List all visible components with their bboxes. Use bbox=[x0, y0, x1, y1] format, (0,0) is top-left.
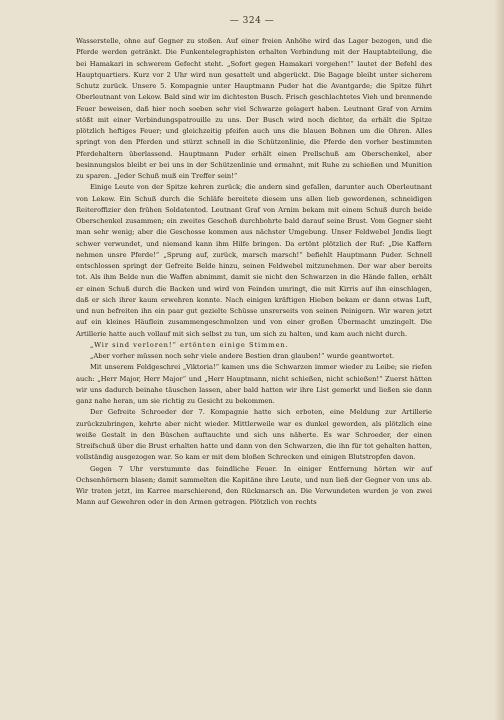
body-text bbox=[76, 36, 432, 509]
page-number: — 324 — bbox=[229, 16, 275, 26]
paragraph-6: Der Gefreite Schroeder der 7. Kompagnie hatte sich erboten, eine Meldung zur Artillerie zurückzubringen, kehrte aber nicht wieder. Mittlerweile war es dunkel geworden, als plötzlich eine weiße Gestalt in den Büschen auftauchte und sich uns näherte. Es war Schroeder, der einen Streifschuß über die Brust erhalten hatte und dann von den Schwarzen, die ihn für tot gehalten hatten, vollständig ausgezogen war. So kam er mit dem bloßen Schrecken und einigen Blutstropfen davon. bbox=[76, 408, 432, 462]
paragraph-1: Wasserstelle, ohne auf Gegner zu stoßen. Auf einer freien Anhöhe wird das Lager bezogen, und die Pferde werden getränkt. Die Funkentelegraphisten erhalten Verbindung mit der Hauptabteilung, die bei Hamakari in schwerem Gefecht steht. „Sofort gegen Hamakari vorgehen!“ lautet der Befehl des Hauptquartiers. Kurz vor 2 Uhr wird nun gesattelt und abgerückt. Die Bagage bleibt unter sicherem Schutz zurück. Unsere 5. Kompagnie unter Hauptmann Puder hat die Avantgarde; die Spitze führt Oberleutnant von Lekow. Bald sind wir im dichtesten Busch. Frisch geschlachtetes Vieh und brennende Feuer beweisen, daß hier noch soeben sehr viel Schwarze gelagert haben. Leutnant Graf von Arnim stößt mit einer Verbindungspatrouille zu uns. Der Busch wird noch dichter, da erhält die Spitze plötzlich heftiges Feuer; und gleichzeitig pfeifen auch uns die blauen Bohnen um die Ohren. Alles springt von den Pferden und stürzt schnell in die Schützenlinie, die Pferde den vorher bestimmten Pferdehaltern überlassend. Hauptmann Puder erhält einen Prellschuß am Oberschenkel, aber besinnungslos bleibt er bei uns in der Schützenlinie und ermahnt, mit Ruhe zu schießen und Munition zu sparen. „Jeder Schuß muß ein Treffer sein!“ bbox=[76, 37, 432, 180]
paragraph-5: Mit unserem Feldgeschrei „Viktoria!“ kamen uns die Schwarzen immer wieder zu Leibe; sie riefen auch: „Herr Major, Herr Major“ und „Herr Hauptmann, nicht schießen, nicht schießen!“ Zuerst hätten wir uns dadurch beinahe täuschen lassen, aber bald hatten wir ihre List gemerkt und ließen sie dann ganz nahe heran, um sie richtig zu Gesicht zu bekommen. bbox=[76, 363, 432, 405]
paragraph-4: „Aber vorher müssen noch sehr viele andere Bestien dran glauben!“ wurde geantwortet. bbox=[90, 352, 395, 360]
paragraph-2: Einige Leute von der Spitze kehren zurück; die andern sind gefallen, darunter auch Oberleutnant von Lekow. Ein Schuß durch die Schläfe bereitete diesem uns allen lieb gewordenen, schneidigen Reiteroffizier den frühen Soldatentod. Leutnant Graf von Arnim bekam mit einem Schuß durch beide Oberschenkel zusammen; ein zweites Geschoß durchbohrte bald darauf seine Brust. Vom Gegner sieht man sehr wenig; aber die Geschosse kommen aus nächster Umgebung. Unser Feldwebel Jendis liegt schwer verwundet, und niemand kann ihm Hilfe bringen. Da ertönt plötzlich der Ruf: „Die Kaffern nehmen unsre Pferde!“ „Sprung auf, zurück, marsch marsch!“ befiehlt Hauptmann Puder. Schnell entschlossen springt der Gefreite Belde hinzu, seinen Feldwebel mitzunehmen. Der war aber bereits tot. Als ihm Belde nun die Waffen abnimmt, damit sie nicht den Schwarzen in die Hände fallen, erhält er einen Schuß durch die Backen und wird von Feinden umringt, die mit Kirris auf ihn einschlagen, daß er sich ihrer kaum erwehren konnte. Nach einigen kräftigen Hieben bekam er dann etwas Luft, und nun befreiten ihn ein paar gut gezielte Schüsse unsrerseits von seinen Peinigern. Wir waren jetzt auf ein kleines Häuflein zusammengeschmolzen und von einer großen Übermacht umzingelt. Die Artillerie hatte auch vollauf mit sich selbst zu tun, um sich zu halten, und kam auch nicht durch. bbox=[76, 183, 432, 338]
paragraph-7: Gegen 7 Uhr verstummte das feindliche Feuer. In einiger Entfernung hörten wir auf Ochsenhörnern blasen; damit sammelten die Kapitäne ihre Leute, und nun ließ der Gegner von uns ab. Wir traten jetzt, im Karree marschierend, den Rückmarsch an. Die Verwundeten wurden je von zwei Mann auf Gewehren oder in den Armen getragen. Plötzlich von rechts bbox=[76, 464, 432, 507]
paragraph-3: „Wir sind verloren!“ ertönten einige Stimmen. bbox=[90, 340, 289, 349]
